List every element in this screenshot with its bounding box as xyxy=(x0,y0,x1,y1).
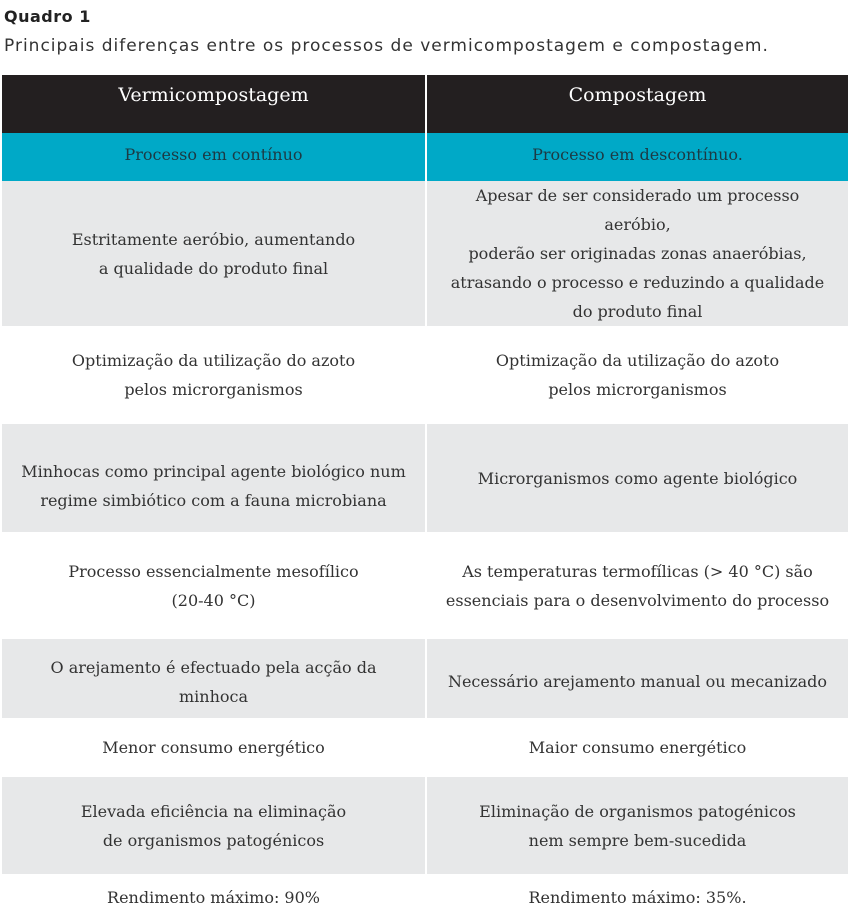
table-row xyxy=(2,424,848,532)
table-cell: Processo em descontínuo. xyxy=(426,133,848,181)
table-cell: Maior consumo energético xyxy=(426,718,848,777)
table-caption-title: Quadro 1 xyxy=(4,7,91,26)
table-cell: Microrganismos como agente biológico xyxy=(426,424,848,532)
table-cell: Rendimento máximo: 35%. xyxy=(426,874,848,920)
table-row xyxy=(2,639,848,718)
table-caption-subtitle: Principais diferenças entre os processos de vermicompostagem e compostagem. xyxy=(4,36,769,56)
column-header-vermicompostagem: Vermicompostagem xyxy=(2,75,426,133)
table-cell: Necessário arejamento manual ou mecanizado xyxy=(426,639,848,718)
table-row xyxy=(2,777,848,874)
table-cell: As temperaturas termofílicas (> 40 °C) são essenciais para o desenvolvimento do processo xyxy=(426,532,848,639)
table-cell: Rendimento máximo: 90% xyxy=(2,874,426,920)
table-row xyxy=(2,532,848,639)
table-cell: Processo essencialmente mesofílico (20-40 °C) xyxy=(2,532,426,639)
table-header-row xyxy=(2,75,848,133)
table-cell: Apesar de ser considerado um processo aeróbio, poderão ser originadas zonas anaeróbias, atrasando o processo e reduzindo a qualidade do produto final xyxy=(426,181,848,326)
table-row xyxy=(2,326,848,424)
table-cell: Menor consumo energético xyxy=(2,718,426,777)
table-cell: Minhocas como principal agente biológico num regime simbiótico com a fauna microbiana xyxy=(2,424,426,532)
column-header-compostagem: Compostagem xyxy=(426,75,848,133)
table-cell: Optimização da utilização do azoto pelos microrganismos xyxy=(2,326,426,424)
comparison-table xyxy=(2,75,848,920)
table-cell: O arejamento é efectuado pela acção da minhoca xyxy=(2,639,426,718)
table-row xyxy=(2,133,848,181)
table-row xyxy=(2,718,848,777)
table-cell: Estritamente aeróbio, aumentando a qualidade do produto final xyxy=(2,181,426,326)
table-row xyxy=(2,874,848,920)
table-row xyxy=(2,181,848,326)
table-cell: Processo em contínuo xyxy=(2,133,426,181)
table-cell: Elevada eficiência na eliminação de organismos patogénicos xyxy=(2,777,426,874)
table-cell: Eliminação de organismos patogénicos nem sempre bem-sucedida xyxy=(426,777,848,874)
table-cell: Optimização da utilização do azoto pelos microrganismos xyxy=(426,326,848,424)
